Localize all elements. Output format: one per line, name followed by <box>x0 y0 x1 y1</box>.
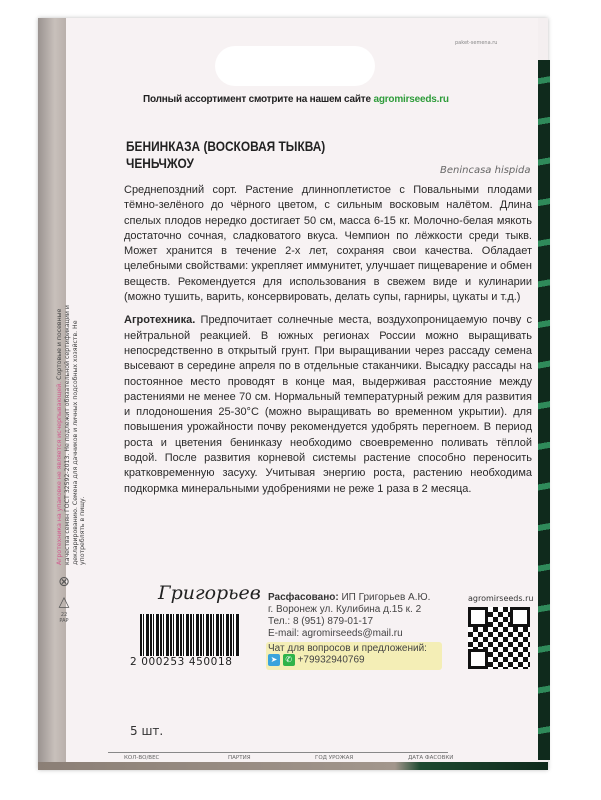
footer-year-label: ГОД УРОЖАЯ <box>315 755 354 761</box>
side-warning: Агротехника на упаковке не является исчерпывающей. <box>56 381 63 565</box>
whatsapp-icon: ✆ <box>283 654 295 666</box>
description-block <box>124 183 532 505</box>
barcode <box>140 614 240 656</box>
assortment-text: Полный ассортимент смотрите на нашем сайте <box>143 94 371 105</box>
chat-box <box>266 642 442 670</box>
footer-date-label: ДАТА ФАСОВКИ <box>408 755 454 761</box>
site-link: agromirseeds.ru <box>373 94 449 105</box>
footer-divider <box>108 752 448 753</box>
chat-phone: +79932940769 <box>297 654 365 666</box>
packer-phone: Тел.: 8 (951) 879-01-17 <box>268 616 373 627</box>
side-icons <box>52 572 76 624</box>
no-food-icon: ⊗ <box>58 574 70 590</box>
packer-info <box>268 592 430 640</box>
assortment-line <box>143 94 449 105</box>
agro-text: Предпочитает солнечные места, воздухопроницаемую почву с нейтральной реакцией. В южных регионах России можно выращивать непосредственно в открытый грунт. При выращивании через рассаду семена высевают в середине апреля по в отдельные стаканчики. Высадку рассады на постоянное место проводят в конце мая, выдерживая расстояние между растениями не менее 70 см. Нормальный температурный режим для развития и плодоношения 25-30°C (можно выращивать во временном укрытии). для повышения урожайности почву рекомендуется удобрять перегноем. В период роста и цветения бенинказу необходимо своевременно поливать тёплой водой. После развития корневой системы растение способно переносить кратковременную засуху. Учитывая энергию роста, растению необходима подкормка минеральными удобрениями не реже 1 раза в 2 месяца. <box>124 314 532 495</box>
footer-batch-label: ПАРТИЯ <box>228 755 251 761</box>
hang-hole <box>215 46 375 86</box>
footer-qty-label: КОЛ-ВО/ВЕС <box>124 755 160 761</box>
bottom-strip <box>38 762 548 770</box>
agro-heading: Агротехника. <box>124 314 196 327</box>
barcode-number: 2 000253 450018 <box>130 656 233 668</box>
product-title <box>126 138 325 172</box>
packer-label: Расфасовано: <box>268 592 339 603</box>
title-line-2: ЧЕНЬЧЖОУ <box>126 155 194 171</box>
qr-code <box>468 607 530 669</box>
telegram-icon: ➤ <box>268 654 280 666</box>
paket-site: paket-semena.ru <box>455 40 498 46</box>
side-text: Сортовые и посевные качества семян ГОСТ 32592-2013. Не подлежит обязательной сертификации и декларированию. Семена для дачников и личных подсобных хозяйств. Не употреблять в пищу. <box>56 305 87 565</box>
recycle-icon: △ <box>58 594 70 610</box>
leaf-border <box>538 60 550 760</box>
quantity: 5 шт. <box>130 724 164 738</box>
packer-email: E-mail: agromirseeds@mail.ru <box>268 628 403 639</box>
side-notice <box>56 295 87 565</box>
recycle-label: PAP <box>59 618 69 624</box>
brand-logo: Григорьев <box>158 582 261 604</box>
chat-label: Чат для вопросов и предложений: <box>268 643 427 654</box>
description: Среднепоздний сорт. Растение длинноплетистое с Повальными плодами тёмно-зелёного до чёрного цветом, с сильным восковым налётом. Длина спелых плодов нередко достигает 50 см, масса 6-15 кг. Молочно-белая мякоть достаточно сочная, сладковатого вкуса. Чемпион по лёжкости среди тыкв. Может хранится в течение 2-х лет, сохраняя свои качества. Обладает целебными свойствами: укрепляет иммунитет, улучшает пищеварение и обмен веществ. Рекомендуется для использования в свежем виде и кулинарии (можно тушить, варить, консервировать, делать супы, гарниры, цукаты и т.д.) <box>124 184 532 304</box>
qr-site: agromirseeds.ru <box>468 594 534 603</box>
packer-address: г. Воронеж ул. Кулибина д.15 к. 2 <box>268 604 422 615</box>
title-line-1: БЕНИНКАЗА (ВОСКОВАЯ ТЫКВА) <box>126 138 326 154</box>
recycle-code: 22 <box>60 612 68 618</box>
agrotechnics <box>124 313 532 497</box>
packer-name: ИП Григорьев А.Ю. <box>341 592 431 603</box>
latin-name: Benincasa hispida <box>440 165 531 176</box>
